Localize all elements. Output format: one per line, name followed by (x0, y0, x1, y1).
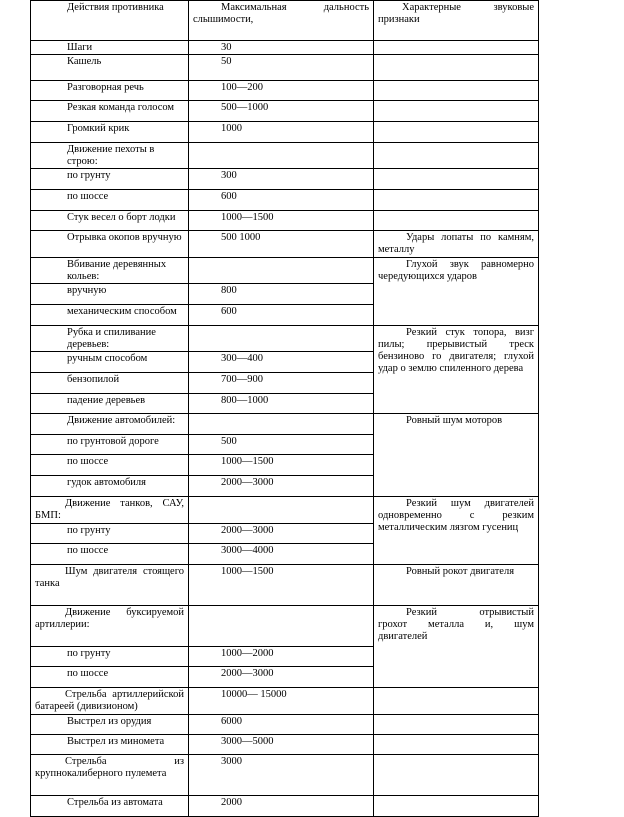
range-cell: 2000 (189, 796, 374, 817)
table-header-row (31, 1, 539, 41)
range-cell: 1000—1500 (189, 211, 374, 231)
range-cell: 800 (189, 284, 374, 305)
range-cell (189, 143, 374, 169)
action-cell: Разговорная речь (31, 81, 189, 101)
sign-cell: Удары лопаты по камням, металлу (374, 231, 539, 258)
range-cell: 1000—1500 (189, 455, 374, 476)
action-cell: Шум двигателя стоящего танка (31, 565, 189, 606)
action-cell: Движение пехоты в строю: (31, 143, 189, 169)
range-cell: 300 (189, 169, 374, 190)
range-cell: 3000—4000 (189, 544, 374, 565)
table-row (31, 81, 539, 101)
action-cell: по грунту (31, 524, 189, 544)
action-cell: Резкая команда голосом (31, 101, 189, 122)
range-cell: 500 1000 (189, 231, 374, 258)
sign-cell (374, 169, 539, 190)
action-cell: Громкий крик (31, 122, 189, 143)
sign-cell (374, 190, 539, 211)
table-row (31, 41, 539, 55)
range-cell: 300—400 (189, 352, 374, 373)
sign-cell (374, 55, 539, 81)
action-cell: по грунту (31, 647, 189, 667)
sign-cell (374, 101, 539, 122)
range-cell: 100—200 (189, 81, 374, 101)
action-cell: по шоссе (31, 544, 189, 565)
sound-range-table (30, 0, 539, 817)
range-cell: 2000—3000 (189, 476, 374, 497)
action-cell: ручным способом (31, 352, 189, 373)
action-cell: Кашель (31, 55, 189, 81)
sign-cell (374, 735, 539, 755)
sign-cell: Глухой звук равномерно чередующихся ударов (374, 258, 539, 326)
action-cell: Стрельба из автомата (31, 796, 189, 817)
action-cell: Движение танков, САУ, БМП: (31, 497, 189, 524)
table-row (31, 796, 539, 817)
range-cell: 3000—5000 (189, 735, 374, 755)
range-cell (189, 606, 374, 647)
action-cell: по шоссе (31, 455, 189, 476)
table-row (31, 231, 539, 258)
range-cell: 10000— 15000 (189, 688, 374, 715)
action-cell: механическим способом (31, 305, 189, 326)
action-cell: Стрельба артиллерийской батареей (дивизионом) (31, 688, 189, 715)
range-cell: 30 (189, 41, 374, 55)
range-cell (189, 497, 374, 524)
range-cell: 800—1000 (189, 394, 374, 414)
action-cell: Вбивание деревянных кольев: (31, 258, 189, 284)
action-cell: Шаги (31, 41, 189, 55)
sign-cell: Ровный шум моторов (374, 414, 539, 497)
table-row (31, 755, 539, 796)
table-row (31, 101, 539, 122)
action-cell: по грунтовой дороге (31, 435, 189, 455)
action-cell: бензопилой (31, 373, 189, 394)
sign-cell: Резкий шум двигателей одновременно с резким металлическим лязгом гусениц (374, 497, 539, 565)
table-row (31, 414, 539, 435)
range-cell: 600 (189, 305, 374, 326)
range-cell: 50 (189, 55, 374, 81)
action-cell: Выстрел из орудия (31, 715, 189, 735)
sign-cell (374, 143, 539, 169)
range-cell (189, 414, 374, 435)
table-row (31, 688, 539, 715)
table-row (31, 55, 539, 81)
table-row (31, 497, 539, 524)
action-cell: гудок автомобиля (31, 476, 189, 497)
action-cell: Стук весел о борт лодки (31, 211, 189, 231)
range-cell: 500—1000 (189, 101, 374, 122)
sign-cell (374, 796, 539, 817)
range-cell: 2000—3000 (189, 667, 374, 688)
action-cell: Движение автомобилей: (31, 414, 189, 435)
action-cell: падение деревьев (31, 394, 189, 414)
action-cell: по шоссе (31, 667, 189, 688)
sign-cell (374, 41, 539, 55)
action-cell: Отрывка окопов вручную (31, 231, 189, 258)
table-row (31, 211, 539, 231)
table-row (31, 258, 539, 284)
sign-cell (374, 211, 539, 231)
action-cell: по шоссе (31, 190, 189, 211)
table-row (31, 169, 539, 190)
table-row (31, 143, 539, 169)
action-cell: Выстрел из миномета (31, 735, 189, 755)
action-cell: вручную (31, 284, 189, 305)
sign-cell: Ровный рокот двигателя (374, 565, 539, 606)
sign-cell: Резкий отрывистый грохот металла и, шум двигателей (374, 606, 539, 688)
table-row (31, 735, 539, 755)
range-cell: 600 (189, 190, 374, 211)
range-cell: 3000 (189, 755, 374, 796)
table-row (31, 122, 539, 143)
sign-cell: Резкий стук топора, визг пилы; прерывистый треск бензиново го двигателя; глухой удар о землю спиленного дерева (374, 326, 539, 414)
sign-cell (374, 688, 539, 715)
table-row (31, 326, 539, 352)
header-action: Действия противника (31, 1, 189, 41)
range-cell (189, 326, 374, 352)
table-row (31, 715, 539, 735)
header-range: Максимальная дальность слышимости, (189, 1, 374, 41)
sign-cell (374, 755, 539, 796)
table-row (31, 565, 539, 606)
range-cell (189, 258, 374, 284)
sign-cell (374, 81, 539, 101)
action-cell: Рубка и спиливание деревьев: (31, 326, 189, 352)
sign-cell (374, 715, 539, 735)
range-cell: 1000—2000 (189, 647, 374, 667)
action-cell: Стрельба из крупнокалиберного пулемета (31, 755, 189, 796)
sign-cell (374, 122, 539, 143)
range-cell: 1000 (189, 122, 374, 143)
range-cell: 500 (189, 435, 374, 455)
table-row (31, 190, 539, 211)
header-signs: Характерные звуковые признаки (374, 1, 539, 41)
action-cell: по грунту (31, 169, 189, 190)
range-cell: 700—900 (189, 373, 374, 394)
action-cell: Движение буксируемой артиллерии: (31, 606, 189, 647)
range-cell: 1000—1500 (189, 565, 374, 606)
range-cell: 2000—3000 (189, 524, 374, 544)
range-cell: 6000 (189, 715, 374, 735)
table-row (31, 606, 539, 647)
